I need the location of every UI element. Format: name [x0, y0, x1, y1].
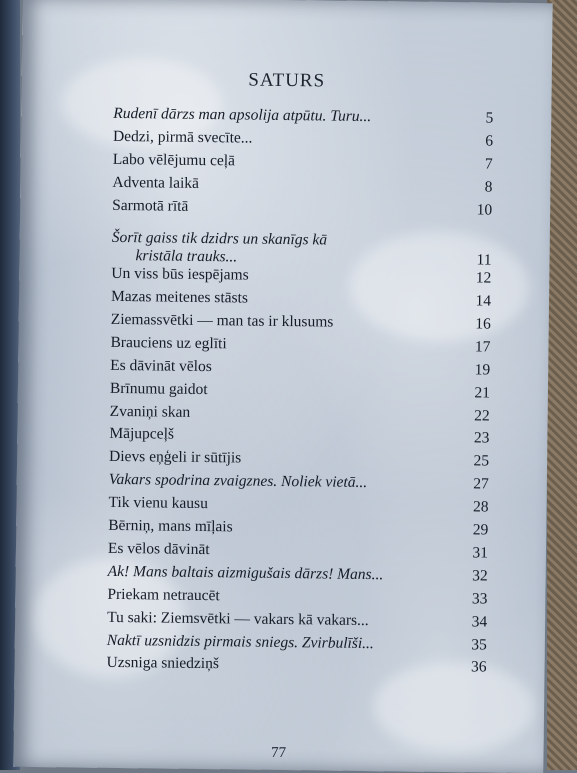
toc-entry-title: [112, 174, 452, 196]
page-edge: [547, 0, 577, 770]
toc-entry-title-line: Labo vēlējumu ceļā: [112, 150, 236, 170]
toc-entry-page: 17: [474, 338, 491, 356]
toc-entry-page: 14: [475, 292, 492, 310]
toc-entry-title: [111, 311, 451, 333]
toc-entry-page: 22: [474, 406, 490, 425]
book-page: [13, 0, 552, 773]
toc-entry: [111, 219, 492, 269]
toc-entry-title-line: Brīnumu gaidot: [109, 379, 208, 398]
toc-entry-title-continuation: kristāla trauks...: [135, 247, 238, 266]
toc-entry-page: 21: [474, 384, 491, 402]
toc-entry-title: [106, 654, 446, 676]
toc-entry-page: 11: [476, 251, 492, 269]
toc-entry-title: [107, 608, 447, 630]
toc-entry-title: [111, 288, 451, 310]
toc-entry-page: 5: [485, 109, 494, 127]
toc-entry-title-line: Vakars spodrina zvaigznes. Noliek vietā...: [108, 471, 368, 492]
toc-entry-title-line: Uzsniga sniedziņš: [106, 654, 220, 673]
toc-entry-title-line: Tu saki: Ziemsvētki — vakars kā vakars...: [107, 608, 369, 629]
toc-entry-title: [110, 380, 450, 402]
page-number: 77: [270, 744, 287, 762]
toc-entry-page: 25: [473, 452, 490, 470]
toc-entry-page: 36: [470, 658, 487, 676]
toc-entry-title: [108, 494, 448, 516]
toc-entry-title-line: Es dāvināt vēlos: [110, 356, 212, 375]
toc-entry: [106, 654, 486, 682]
toc-entry-title-line: Mājupceļš: [109, 425, 175, 444]
toc-entry-title: [107, 586, 447, 608]
toc-entry-title-line: Ak! Mans baltais aizmigušais dārzs! Mans...: [107, 562, 384, 584]
toc-entry-page: 27: [473, 475, 489, 493]
table-of-contents: [106, 105, 493, 682]
toc-entry-title: [113, 105, 453, 127]
toc-entry-title-line: Sarmotā rītā: [112, 196, 189, 215]
toc-entry-title: [110, 402, 450, 424]
toc-entry-title-line: Un viss būs iespējams: [111, 265, 249, 284]
toc-entry-page: 12: [475, 269, 492, 287]
toc-entry-title-line: Zvaniņi skan: [109, 402, 191, 421]
toc-entry-page: 19: [474, 361, 491, 379]
toc-entry-page: 31: [472, 544, 489, 562]
toc-entry-page: 28: [472, 498, 489, 516]
toc-entry-page: 7: [484, 155, 493, 173]
toc-entry-title: [109, 425, 449, 447]
toc-entry-title-line: Mazas meitenes stāsts: [110, 288, 249, 307]
toc-heading: SATURS: [248, 69, 326, 92]
toc-entry-title-line: Naktī uzsnidzis pirmais sniegs. Zvirbulīši...: [106, 631, 374, 652]
toc-entry-page: 23: [473, 429, 490, 448]
toc-entry-page: 8: [484, 178, 493, 196]
toc-entry-title-line: Rudenī dārzs man apsolija atpūtu. Turu...: [113, 104, 372, 126]
toc-entry-page: 6: [485, 132, 494, 150]
toc-entry-page: 33: [471, 590, 488, 608]
toc-entry-title: [108, 540, 448, 562]
toc-entry-title: [110, 334, 450, 356]
toc-entry-title-line: Šorīt gaiss tik dzidrs un skanīgs kā: [111, 229, 328, 249]
toc-entry-title-line: Dedzi, pirmā svecīte...: [112, 127, 253, 147]
toc-entry-title: [109, 471, 449, 493]
toc-entry-title-line: Ziemassvētki — man tas ir klusums: [110, 310, 334, 331]
toc-entry-page: 35: [471, 635, 487, 654]
toc-entry-title: [111, 229, 451, 269]
toc-entry-page: 29: [472, 521, 489, 539]
toc-entry-title: [108, 563, 448, 585]
toc-entry-title: [107, 631, 447, 653]
toc-entry-title-line: Brauciens uz eglīti: [110, 333, 227, 353]
toc-entry-title: [113, 151, 453, 173]
toc-entry-title: [108, 517, 448, 539]
toc-entry-page: 34: [471, 612, 488, 631]
toc-entry-title: [112, 196, 452, 218]
toc-entry-title-line: Adventa laikā: [112, 173, 200, 192]
toc-entry-page: 16: [475, 315, 491, 333]
toc-entry-page: 32: [472, 567, 488, 585]
toc-entry-title: [111, 265, 451, 287]
toc-entry-title: [113, 128, 453, 150]
toc-entry-title-line: Bērniņ, mans mīļais: [108, 516, 233, 536]
toc-entry-title-line: Tik vienu kausu: [108, 494, 208, 513]
toc-entry-title: [109, 448, 449, 470]
toc-entry-title-line: Es vēlos dāvināt: [107, 539, 210, 559]
toc-entry-title-line: Dievs eņģeli ir sūtījis: [109, 448, 242, 467]
toc-entry-page: 10: [476, 200, 493, 219]
toc-entry-title-line: Priekam netraucēt: [107, 585, 220, 604]
toc-entry-title: [110, 357, 450, 379]
